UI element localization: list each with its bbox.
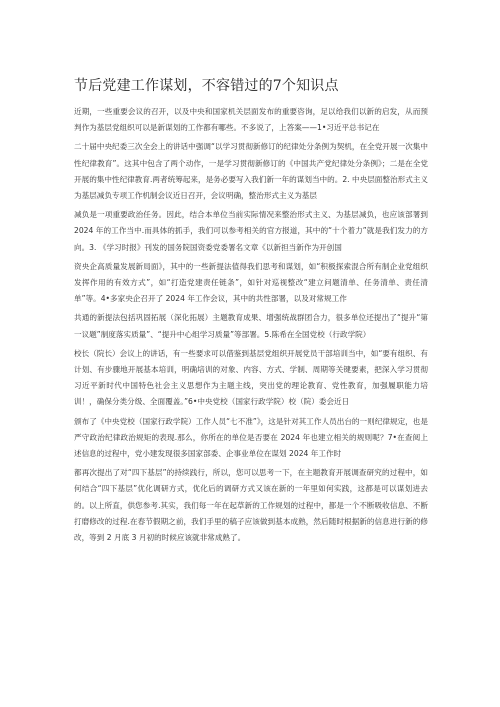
paragraph: 都再次提出了对“四下基层”的持续践行，所以，您可以思考一下，在主题教育开展调查研究的过程中，如何结合“四下基层”优化调研方式，优化后的调研方式又该在新的一年里如何实践，这都是可以谋划进去的。以上所直，供您参考.其实，我们每一年在起草新的工作规划的过程中，都是一个不断吸收信息、不断打磨修改的过程.在春节假期之前，我们手里的稿子应该做到基本成熟，然后随时根据新的信息进行新的修改，等到 2 月底 3 月初的时候应该就非常成熟了。	[74, 468, 428, 543]
document-body	[74, 104, 428, 546]
paragraph: 资央企高质量发展新局面》，其中的一些新提法值得我们思考和谋划，如“积极探索混合所有制企业党组织发挥作用的有效方式”，如“打造党建责任链条”，如针对巡视整改“建立问题清单、任务清单、责任清单”等。4•多家央企召开了 2024 年工作会议，其中的共性部署，以及对常规工作	[74, 261, 428, 304]
paragraph: 减负是一项重要政治任务。因此，结合本单位当前实际情况来整治形式主义、为基层减负，也应该部署到 2024 年的工作当中.而具体的抓手，我们可以参考相关的官方报道，其中的“十个着力”就是我们发力的方向。3. 《学习时报》刊发的国务院国资委党委署名文章《以新担当新作为开创国	[74, 210, 428, 252]
document-title: 节后党建工作谋划，不容错过的7个知识点	[74, 78, 339, 94]
paragraph: 颁布了《中央党校（国家行政学院）工作人员“七不准”》，这是针对其工作人员出台的一则纪律规定，也是严守政治纪律政治规矩的表现.那么，你所在的单位是否要在 2024 年也建立相关的规则呢？7•在查阅上述信息的过程中，党小建发现很多国家部委、企事业单位在谋划 2024 年工作时	[74, 416, 428, 459]
paragraph: 共通的新提法包括巩固拓展（深化拓展）主题教育成果、增强统战群团合力，很多单位还提出了“提升“第一议题”制度落实质量”、“提升中心组学习质量”等部署。5.陈希在全国党校（行政学院）	[74, 313, 428, 339]
paragraph: 二十届中央纪委三次全会上的讲话中强调“以学习贯彻新修订的纪律处分条例为契机，在全党开展一次集中性纪律教育”。这其中包含了两个动作，一是学习贯彻新修订的《中国共产党纪律处分条例》；二是在全党开展的集中性纪律教育.两者统筹起来，是务必要写入我们新一年的谋划当中的。2. 中央层面整治形式主义为基层减负专项工作机制会议近日召开，会议明确，整治形式主义为基层	[74, 142, 428, 201]
paragraph: 校长（院长）会议上的讲话，有一些要求可以借鉴到基层党组织开展党员干部培训当中，如“要有组织、有计划、有步骤地开展基本培训，明确培训的对象、内容、方式、学制、周期等关键要素，把深入学习贯彻习近平新时代中国特色社会主义思想作为主题主线，突出党的理论教育、党性教育，加强履职能力培训！，确保分类分级、全面覆盖。”6•中央党校（国家行政学院）校（院）委会近日	[74, 348, 428, 407]
paragraph: 近期，一些重要会议的召开，以及中央和国家机关层面发布的重要咨询，足以给我们以新的启发，从而预判作为基层党组织可以是新谋划的工作都有哪些。不多说了，上答案——1•习近平总书记在	[74, 107, 428, 133]
